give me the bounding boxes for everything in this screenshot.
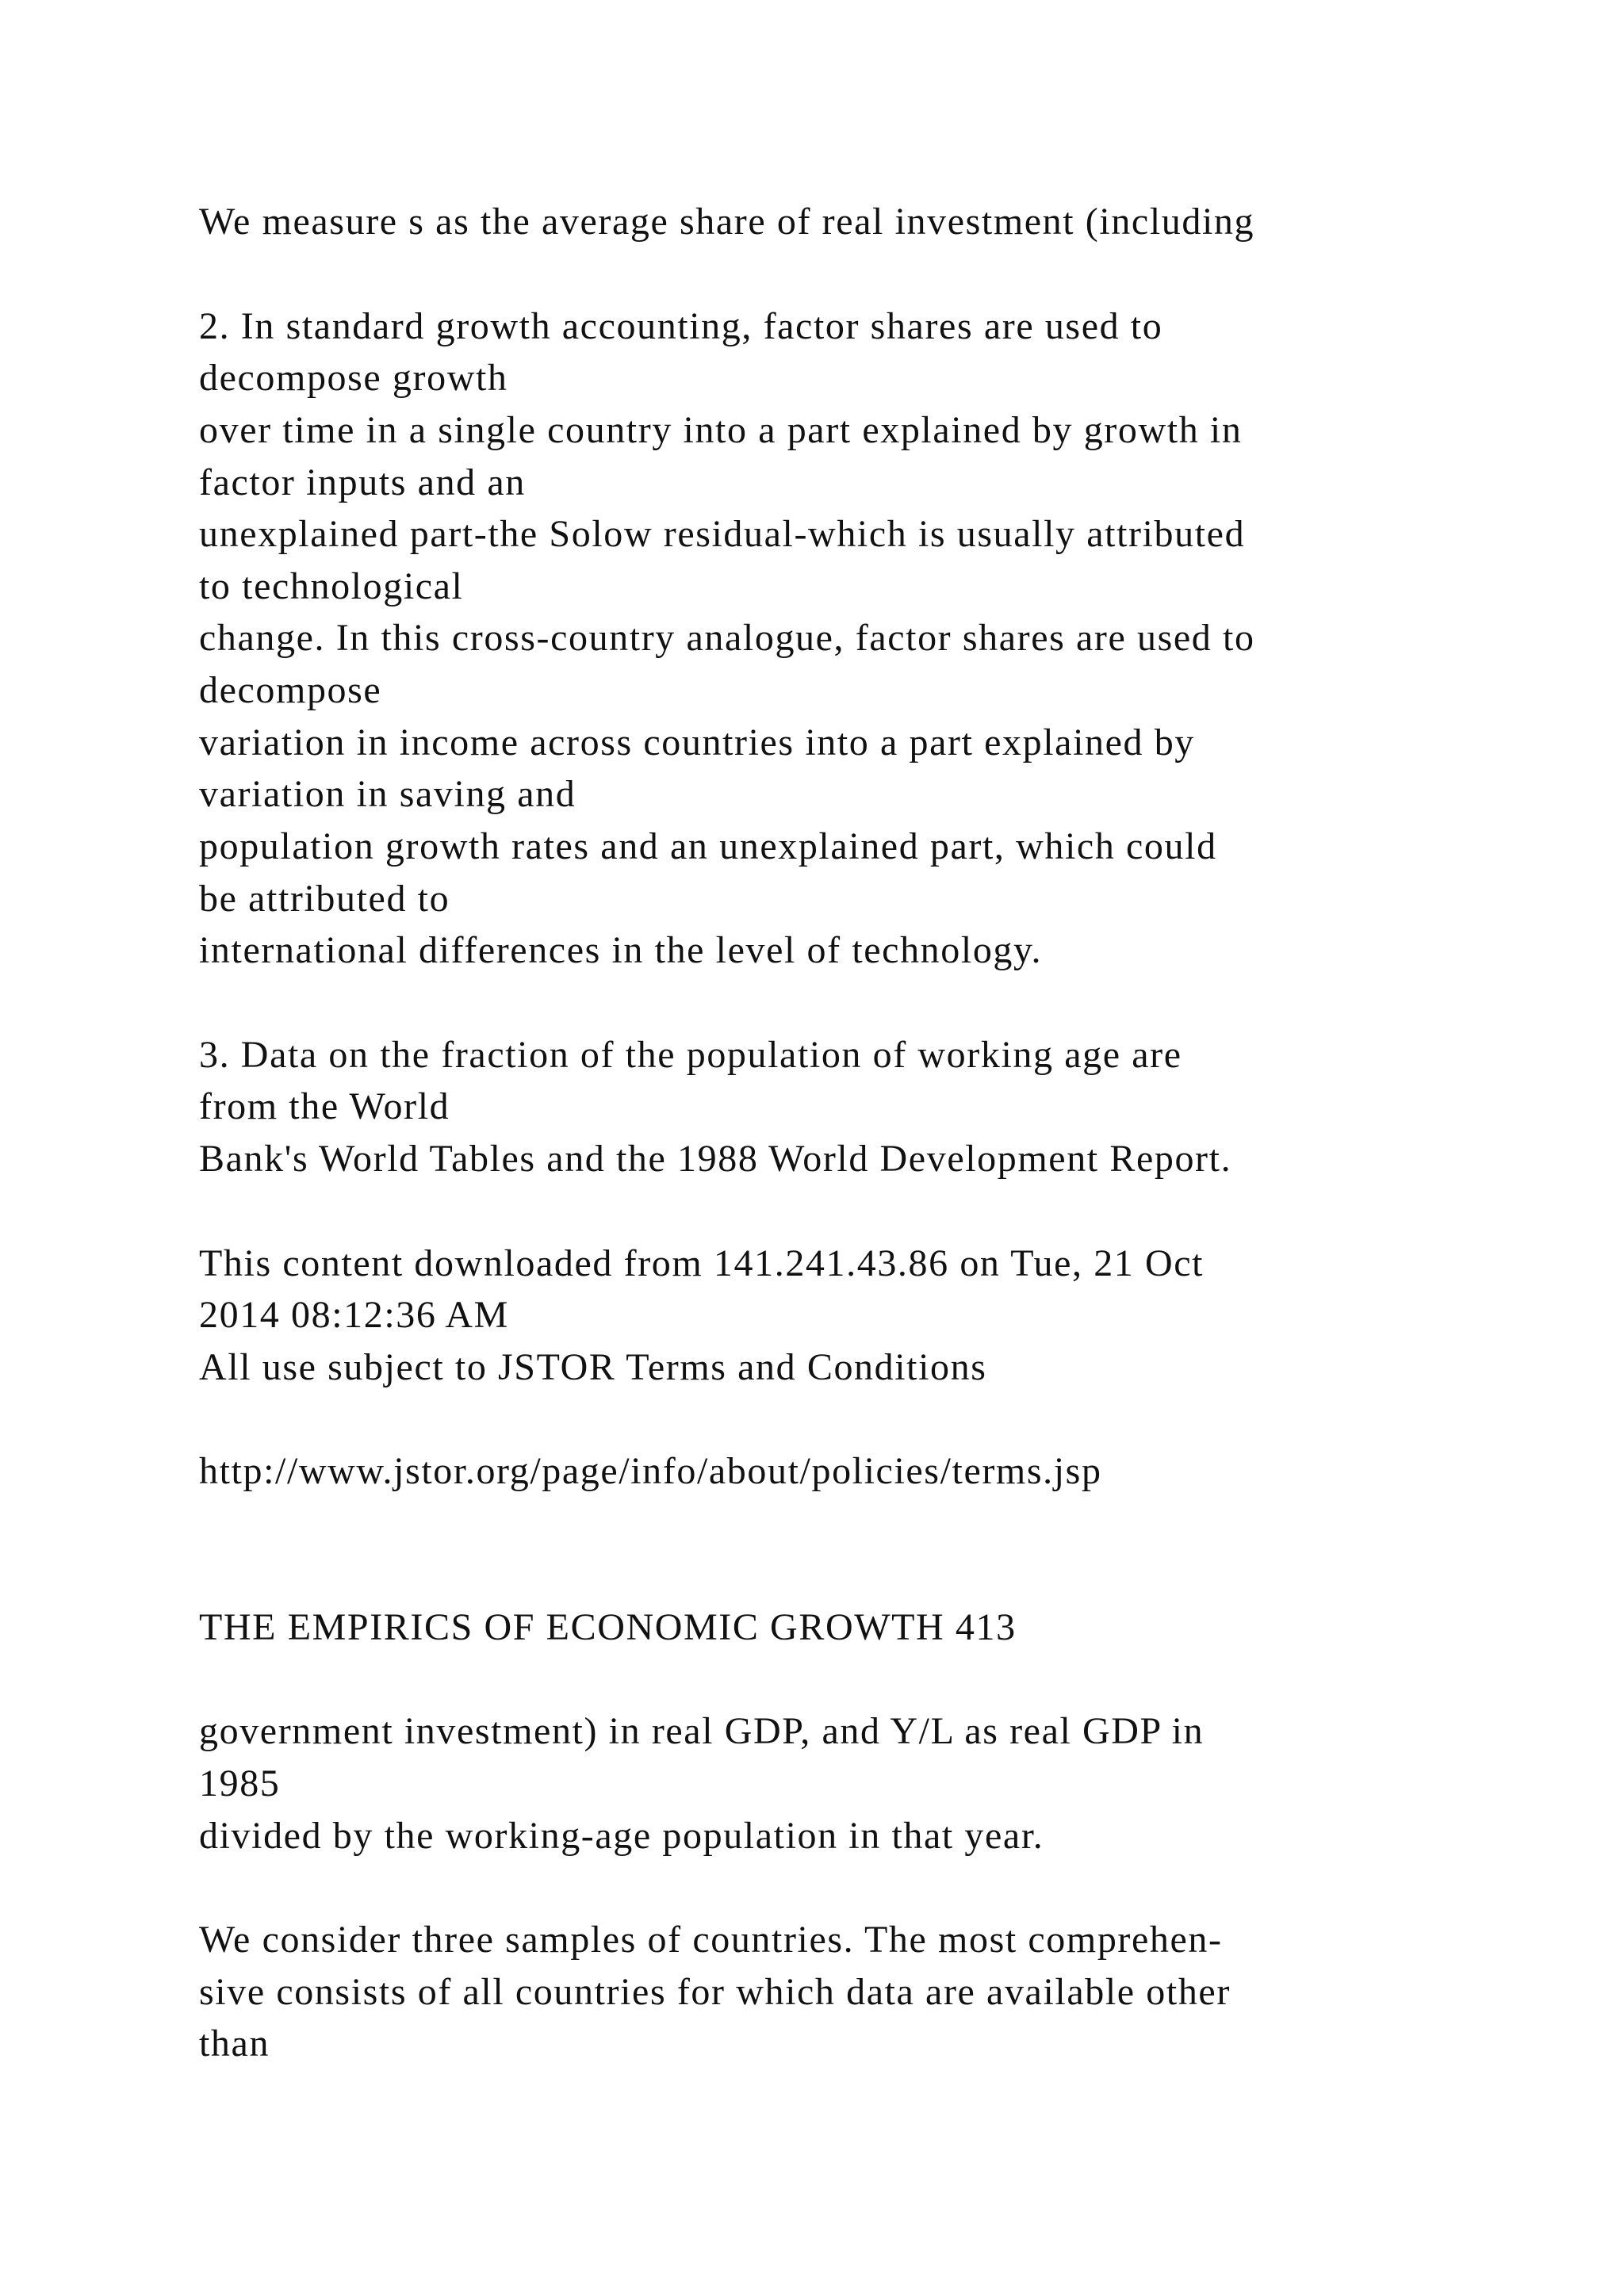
body-text-line: divided by the working-age population in that year. <box>199 1815 1044 1857</box>
terms-url: http://www.jstor.org/page/info/about/policies/terms.jsp <box>199 1450 1102 1492</box>
footnote-2-line: change. In this cross-country analogue, factor shares are used to <box>199 617 1255 659</box>
footnote-3-line: Bank's World Tables and the 1988 World Development Report. <box>199 1138 1232 1180</box>
footnote-2-line: variation in income across countries into a part explained by <box>199 721 1195 763</box>
text-line: We measure s as the average share of real investment (including <box>199 201 1255 243</box>
footnote-3-line: from the World <box>199 1085 450 1127</box>
terms-notice-line: All use subject to JSTOR Terms and Conditions <box>199 1346 987 1388</box>
footnote-3-line: 3. Data on the fraction of the population of working age are <box>199 1034 1182 1076</box>
download-notice-line: 2014 08:12:36 AM <box>199 1294 509 1336</box>
body-text-line: We consider three samples of countries. The most comprehen- <box>199 1919 1223 1961</box>
footnote-2-line: 2. In standard growth accounting, factor shares are used to <box>199 305 1163 347</box>
footnote-2-line: decompose <box>199 669 382 711</box>
footnote-2-line: unexplained part-the Solow residual-which is usually attributed <box>199 513 1246 555</box>
footnote-2-line: over time in a single country into a part explained by growth in <box>199 409 1243 451</box>
footnote-2-line: factor inputs and an <box>199 461 526 503</box>
body-text-line: than <box>199 2022 270 2064</box>
footnote-2-line: international differences in the level of technology. <box>199 929 1043 971</box>
footnote-2-line: be attributed to <box>199 878 450 920</box>
running-header: THE EMPIRICS OF ECONOMIC GROWTH 413 <box>199 1606 1017 1648</box>
body-text-line: sive consists of all countries for which data are available other <box>199 1971 1231 2013</box>
body-text-line: 1985 <box>199 1762 281 1804</box>
body-text-line: government investment) in real GDP, and Y/L as real GDP in <box>199 1710 1205 1752</box>
download-notice-line: This content downloaded from 141.241.43.86 on Tue, 21 Oct <box>199 1242 1205 1284</box>
footnote-2-line: to technological <box>199 565 464 607</box>
footnote-2-line: decompose growth <box>199 357 508 399</box>
footnote-2-line: variation in saving and <box>199 773 576 815</box>
footnote-2-line: population growth rates and an unexplained part, which could <box>199 825 1217 867</box>
